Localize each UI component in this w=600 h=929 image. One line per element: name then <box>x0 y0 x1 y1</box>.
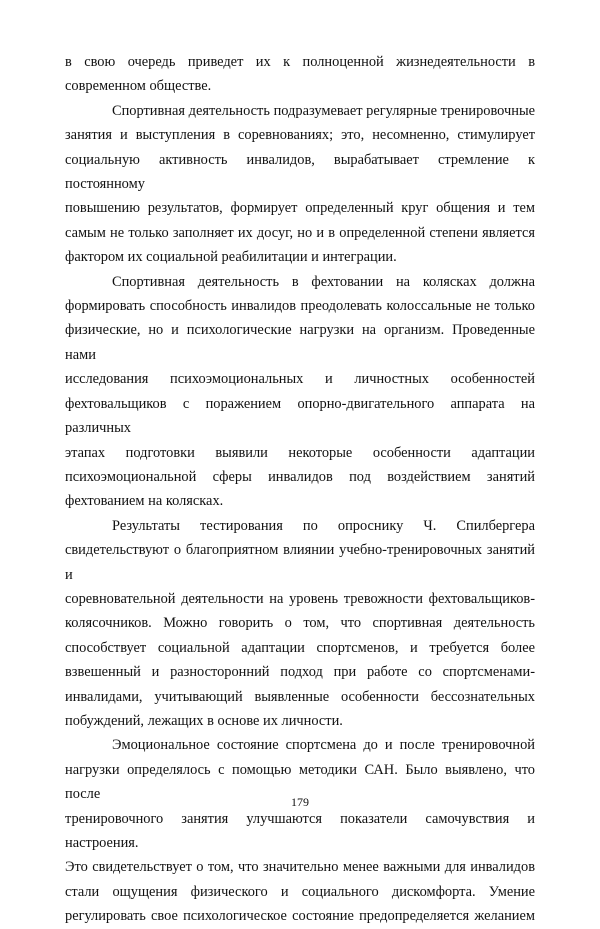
text-line: фехтовальщиков с поражением опорно-двигательного аппарата на различных <box>65 395 535 437</box>
text-line: самым не только заполняет их досуг, но и в определенной степени является <box>65 224 535 241</box>
paragraph <box>65 270 535 514</box>
text-line: занятия и выступления в соревнованиях; это, несомненно, стимулирует <box>65 127 535 144</box>
text-line: свидетельствуют о благоприятном влиянии учебно-тренировочных занятий и <box>65 542 535 583</box>
paragraph <box>65 50 535 99</box>
page-number: 179 <box>291 795 309 809</box>
text-line: формировать способность инвалидов преодолевать колоссальные не только <box>65 298 535 315</box>
text-line: соревновательной деятельности на уровень тревожности фехтовальщиков- <box>65 590 535 607</box>
text-line: социальную активность инвалидов, вырабатывает стремление к постоянному <box>65 151 535 193</box>
text-line: побуждений, лежащих в основе их личности. <box>65 712 343 729</box>
text-line: фехтованием на колясках. <box>65 493 224 510</box>
text-line: Это свидетельствует о том, что значительно менее важными для инвалидов <box>65 859 535 876</box>
text-line: повышению результатов, формирует определенный круг общения и тем <box>65 200 535 217</box>
text-line: современном обществе. <box>65 78 212 95</box>
text-line: физические, но и психологические нагрузки на организм. Проведенные нами <box>65 322 535 363</box>
text-line: Результаты тестирования по опроснику Ч. Спилбергера <box>112 517 535 534</box>
paragraph <box>65 99 535 270</box>
text-line: колясочников. Можно говорить о том, что спортивная деятельность <box>65 615 535 632</box>
text-line: взвешенный и разносторонний подход при работе со спортсменами- <box>65 664 535 681</box>
text-line: Спортивная деятельность подразумевает регулярные тренировочные <box>112 102 535 119</box>
text-line: психоэмоциональной сферы инвалидов под воздействием занятий <box>65 468 535 485</box>
paragraph <box>65 514 535 734</box>
text-line: регулировать свое психологическое состояние предопределяется желанием <box>65 908 535 925</box>
text-line: этапах подготовки выявили некоторые особенности адаптации <box>65 444 535 461</box>
text-line: фактором их социальной реабилитации и интеграции. <box>65 249 397 266</box>
text-line: тренировочного занятия улучшаются показатели самочувствия и настроения. <box>65 810 535 851</box>
text-line: исследования психоэмоциональных и личностных особенностей <box>65 371 535 388</box>
text-line: нагрузки определялось с помощью методики САН. Было выявлено, что после <box>65 761 535 803</box>
text-line: стали ощущения физического и социального дискомфорта. Умение <box>65 883 535 900</box>
text-line: в свою очередь приведет их к полноценной жизнедеятельности в <box>65 54 535 70</box>
text-line: Эмоциональное состояние спортсмена до и после тренировочной <box>112 737 535 754</box>
text-line: Спортивная деятельность в фехтовании на колясках должна <box>112 273 535 290</box>
text-line: инвалидами, учитывающий выявленные особенности бессознательных <box>65 688 535 705</box>
paragraph <box>65 733 535 928</box>
text-line: способствует социальной адаптации спортсменов, и требуется более <box>65 639 535 656</box>
